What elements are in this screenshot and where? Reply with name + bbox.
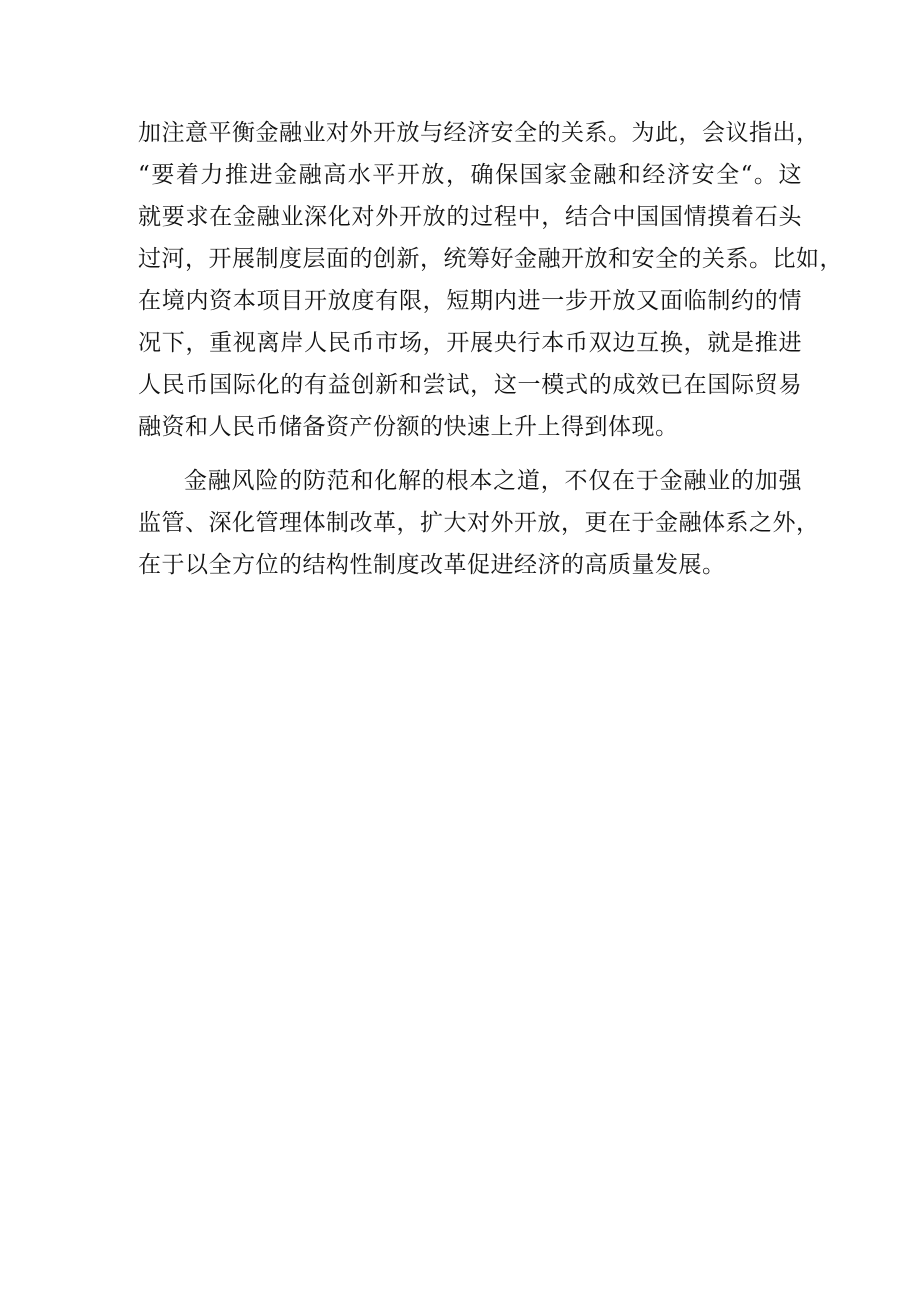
paragraph-spacer bbox=[138, 448, 802, 460]
paragraph-line: 过河，开展制度层面的创新，统筹好金融开放和安全的关系。比如， bbox=[138, 246, 843, 272]
paragraph-line: 在于以全方位的结构性制度改革促进经济的高质量发展。 bbox=[138, 552, 726, 578]
paragraph-line: 监管、深化管理体制改革，扩大对外开放，更在于金融体系之外， bbox=[138, 510, 820, 536]
document-body bbox=[138, 112, 843, 586]
paragraph-line: “要着力推进金融高水平开放，确保国家金融和经济安全“。这 bbox=[138, 162, 802, 188]
paragraph-2 bbox=[138, 460, 820, 586]
paragraph-line: 在境内资本项目开放度有限，短期内进一步开放又面临制约的情 bbox=[138, 288, 802, 314]
paragraph-line: 金融风险的防范和化解的根本之道，不仅在于金融业的加强 bbox=[184, 468, 802, 494]
paragraph-line: 人民币国际化的有益创新和尝试，这一模式的成效已在国际贸易 bbox=[138, 372, 802, 398]
paragraph-line: 况下，重视离岸人民币市场，开展央行本币双边互换，就是推进 bbox=[138, 330, 802, 356]
paragraph-line: 加注意平衡金融业对外开放与经济安全的关系。为此，会议指出， bbox=[138, 120, 820, 146]
paragraph-line: 就要求在金融业深化对外开放的过程中，结合中国国情摸着石头 bbox=[138, 204, 802, 230]
paragraph-line: 融资和人民币储备资产份额的快速上升上得到体现。 bbox=[138, 414, 679, 440]
paragraph-1 bbox=[138, 112, 843, 448]
